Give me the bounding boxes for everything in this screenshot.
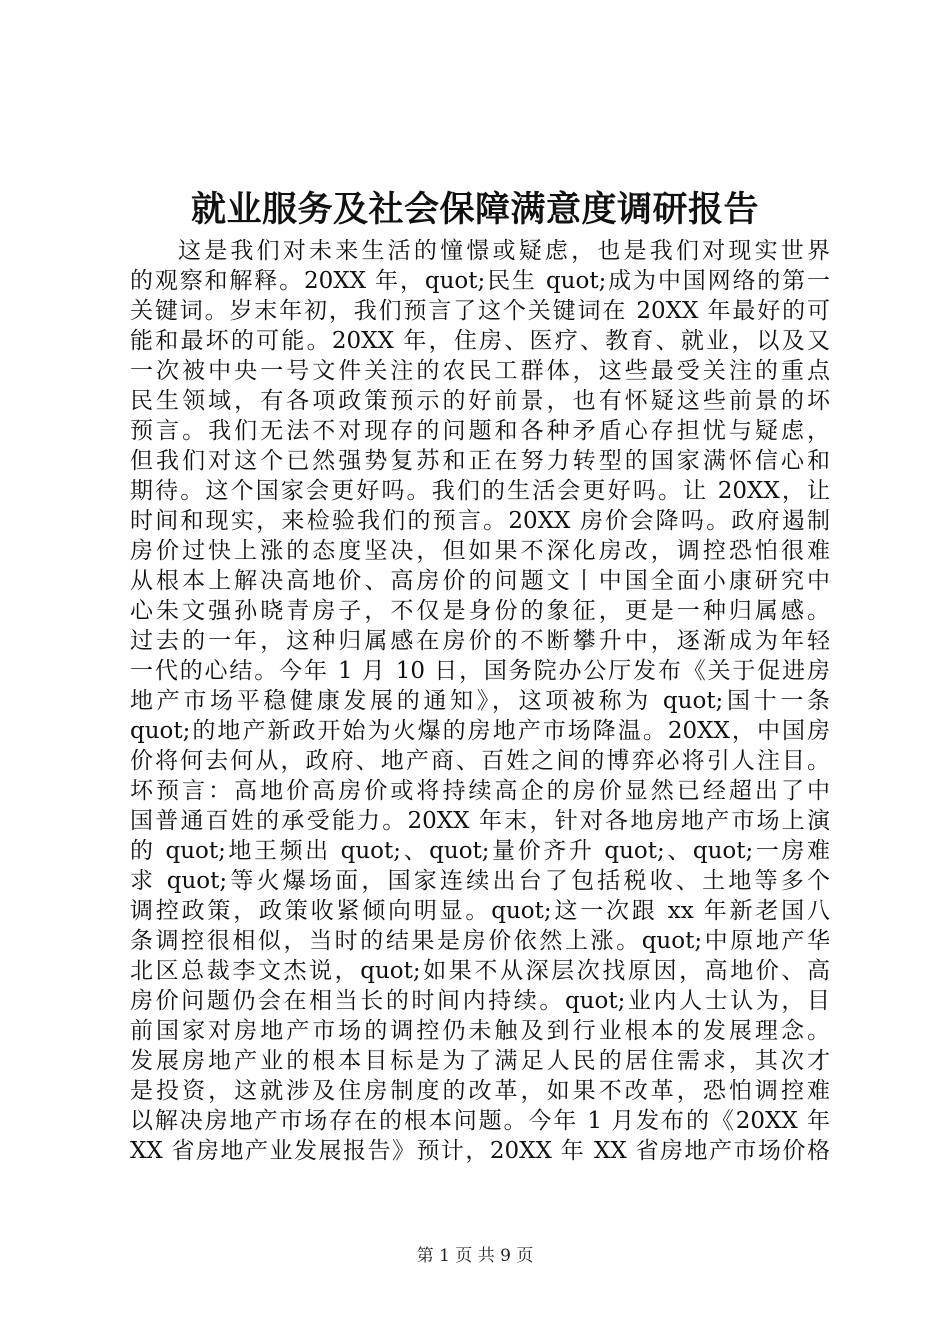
body-line: 一次被中央一号文件关注的农民工群体，这些最受关注的重点	[130, 358, 830, 384]
body-line: 条调控很相似，当时的结果是房价依然上涨。quot;中原地产华	[130, 928, 830, 954]
body-line: 价将何去何从，政府、地产商、百姓之间的博弈必将引人注目。	[130, 748, 830, 774]
body-line: 期待。这个国家会更好吗。我们的生活会更好吗。让 20XX，让	[130, 478, 830, 504]
body-line: 是投资，这就涉及住房制度的改革，如果不改革，恐怕调控难	[130, 1078, 830, 1104]
body-line: 能和最坏的可能。20XX 年，住房、医疗、教育、就业，以及又	[130, 328, 830, 354]
body-line: 北区总裁李文杰说，quot;如果不从深层次找原因，高地价、高	[130, 958, 830, 984]
body-line: 从根本上解决高地价、高房价的问题文丨中国全面小康研究中	[130, 568, 830, 594]
body-line: XX 省房地产业发展报告》预计，20XX 年 XX 省房地产市场价格	[130, 1138, 830, 1164]
body-line: 过去的一年，这种归属感在房价的不断攀升中，逐渐成为年轻	[130, 628, 830, 654]
body-line: 求 quot;等火爆场面，国家连续出台了包括税收、土地等多个	[130, 868, 830, 894]
body-line: 房价问题仍会在相当长的时间内持续。quot;业内人士认为，目	[130, 988, 830, 1014]
body-line: 一代的心结。今年 1 月 10 日，国务院办公厅发布《关于促进房	[130, 658, 830, 684]
body-line: 时间和现实，来检验我们的预言。20XX 房价会降吗。政府遏制	[130, 508, 830, 534]
document-body	[130, 236, 830, 1166]
page-number: 第 1 页 共 9 页	[416, 1246, 534, 1266]
body-line: 关键词。岁末年初，我们预言了这个关键词在 20XX 年最好的可	[130, 298, 830, 324]
body-line: 坏预言：高地价高房价或将持续高企的房价显然已经超出了中	[130, 778, 830, 804]
body-line: 预言。我们无法不对现存的问题和各种矛盾心存担忧与疑虑，	[130, 418, 830, 444]
body-line: 的 quot;地王频出 quot;、quot;量价齐升 quot;、quot;一房难	[130, 838, 830, 864]
body-line: 房价过快上涨的态度坚决，但如果不深化房改，调控恐怕很难	[130, 538, 830, 564]
body-line: 的观察和解释。20XX 年，quot;民生 quot;成为中国网络的第一	[130, 268, 830, 294]
body-line: 这是我们对未来生活的憧憬或疑虑，也是我们对现实世界	[178, 238, 830, 264]
body-line: 以解决房地产市场存在的根本问题。今年 1 月发布的《20XX 年	[130, 1108, 830, 1134]
document-title: 就业服务及社会保障满意度调研报告	[190, 189, 759, 230]
body-line: 发展房地产业的根本目标是为了满足人民的居住需求，其次才	[130, 1048, 830, 1074]
body-line: 国普通百姓的承受能力。20XX 年末，针对各地房地产市场上演	[130, 808, 830, 834]
body-line: 但我们对这个已然强势复苏和正在努力转型的国家满怀信心和	[130, 448, 830, 474]
body-line: 民生领域，有各项政策预示的好前景，也有怀疑这些前景的坏	[130, 388, 830, 414]
body-line: 地产市场平稳健康发展的通知》，这项被称为 quot;国十一条	[130, 688, 830, 714]
body-line: 心朱文强孙晓青房子，不仅是身份的象征，更是一种归属感。	[130, 598, 830, 624]
body-line: quot;的地产新政开始为火爆的房地产市场降温。20XX，中国房	[130, 718, 830, 744]
body-line: 前国家对房地产市场的调控仍未触及到行业根本的发展理念。	[130, 1018, 830, 1044]
body-line: 调控政策，政策收紧倾向明显。quot;这一次跟 xx 年新老国八	[130, 898, 830, 924]
